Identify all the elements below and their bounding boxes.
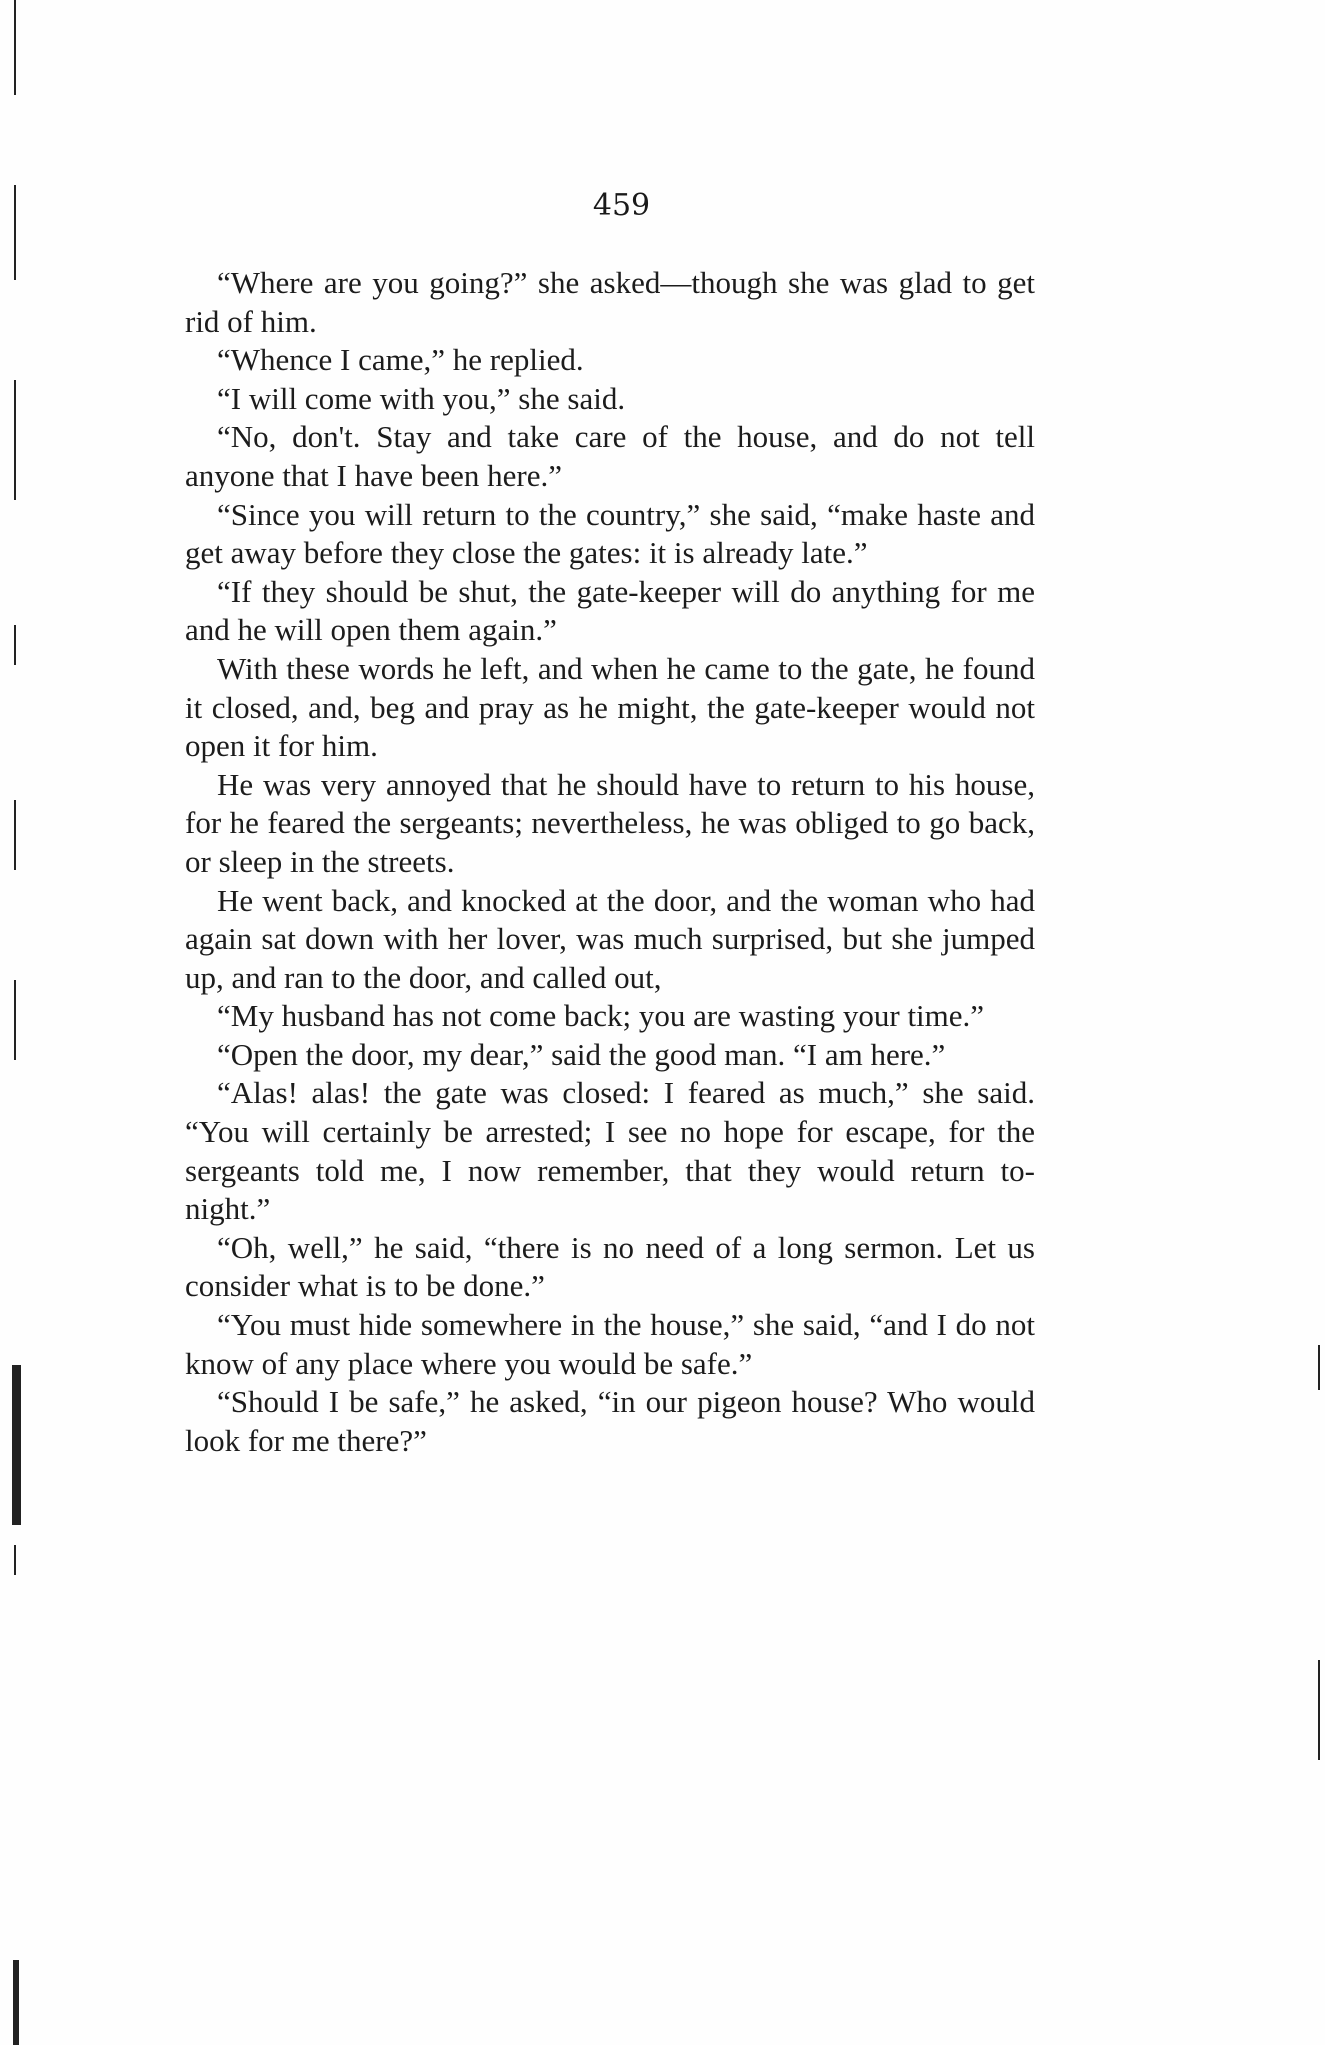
paragraph: “Where are you going?” she asked—though she was glad to get rid of him.	[185, 265, 1035, 339]
scan-edge-mark	[14, 625, 16, 665]
paragraph: “My husband has not come back; you are wasting your time.”	[217, 998, 985, 1034]
paragraph: With these words he left, and when he came to the gate, he found it closed, and, beg and pray as he might, the gate-keeper would not open it for him.	[185, 650, 1035, 764]
paragraph: He went back, and knocked at the door, and the woman who had again sat down with her lover, was much surprised, but she jumped up, and ran to the door, and called out,	[185, 882, 1035, 995]
scan-edge-mark	[14, 0, 16, 95]
body-text	[185, 264, 1035, 1460]
paragraph: “If they should be shut, the gate-keeper will do anything for me and he will open them again.”	[185, 573, 1035, 648]
scan-edge-mark	[14, 800, 16, 870]
paragraph: “Since you will return to the country,” she said, “make haste and get away before they close the gates: it is already late.”	[185, 496, 1035, 571]
scan-edge-mark	[13, 1960, 19, 2045]
scan-edge-mark	[1318, 1345, 1320, 1390]
paragraph: “Should I be safe,” he asked, “in our pigeon house? Who would look for me there?”	[185, 1384, 1035, 1458]
paragraph: “Oh, well,” he said, “there is no need of a long sermon. Let us consider what is to be done.”	[185, 1229, 1035, 1304]
paragraph: “Whence I came,” he replied.	[217, 342, 584, 378]
page-number: 459	[592, 188, 651, 223]
scan-edge-mark	[14, 980, 16, 1060]
scan-edge-mark	[12, 1365, 21, 1525]
paragraph: “Alas! alas! the gate was closed: I feared as much,” she said. “You will certainly be arrested; I see no hope for escape, for the sergeants told me, I now remember, that they would return to-night.”	[185, 1075, 1035, 1227]
scan-edge-mark	[1318, 1660, 1320, 1760]
paragraph: “No, don't. Stay and take care of the house, and do not tell anyone that I have been here.”	[185, 419, 1035, 493]
paragraph: He was very annoyed that he should have to return to his house, for he feared the sergeants; nevertheless, he was obliged to go back, or sleep in the streets.	[185, 766, 1035, 879]
paragraph: “I will come with you,” she said.	[217, 380, 626, 416]
scan-edge-mark	[14, 1545, 16, 1575]
scan-edge-mark	[14, 380, 16, 500]
paragraph: “Open the door, my dear,” said the good man. “I am here.”	[217, 1036, 946, 1072]
paragraph: “You must hide somewhere in the house,” she said, “and I do not know of any place where you would be safe.”	[185, 1307, 1035, 1381]
